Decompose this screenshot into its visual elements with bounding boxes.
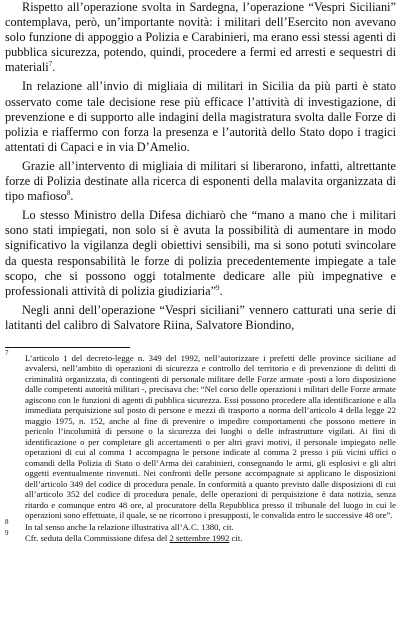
footnotes: [5, 348, 396, 544]
paragraph-3-end: .: [70, 189, 74, 204]
footnote-7: 7 L’articolo 1 del decreto-legge n. 349 del 1992, nell’autorizzare i prefetti delle province siciliane ad avvalersi, nell’ambito di operazioni di sicurezza e controllo del territorio e di prevenzione di delitti di criminalità organizzata, di contingenti di personale militare delle Forze armate -posti a loro disposizione dalle competenti autorità militari -, precisava che: “Nel corso delle operazioni i militari delle Forze armate agiscono con le funzioni di agenti di pubblica sicurezza. Essi possono procedere alla identificazione e alla immediata perquisizione sul posto di persone e mezzi di trasporto a norma dell’articolo 4 della legge 22 maggio 1975, n. 152, anche al fine di prevenire o impedire comportamenti che possono mettere in pericolo l’incolumità di persone o la sicurezza dei luoghi o delle infrastrutture vigilati. Ai fini di identificazione o per completare gli accertamenti o per altri gravi motivi, il personale impiegato nelle operazioni di cui al comma 1 accompagna le persone indicate al comma 2 presso i più vicini uffici o comandi della Polizia di Stato o dell’Arma dei carabinieri, consegnando le armi, gli esplosivi e gli altri oggetti eventualmente rinvenuti. Nei confronti delle persone accompagnate si applicano le disposizioni dell’articolo 349 del codice di procedura penale. In conformità a quanto previsto dalle disposizioni di cui all’articolo 352 del codice di procedura penale, delle operazioni di perquisizione è data notizia, senza ritardo e comunque entro 48 ore, al procuratore della Repubblica presso il tribunale del luogo in cui le operazioni sono effettuate, il quale, se ne ricorrono i presupposti, le convalida entro le successive 48 ore”.: [5, 348, 396, 521]
paragraph-5: Negli anni dell’operazione “Vespri siciliani” vennero catturati una serie di latitanti del calibro di Salvatore Riina, Salvatore Biondino,: [5, 302, 396, 332]
footnote-text-9-end: cit.: [229, 533, 243, 544]
footnote-text-7: L’articolo 1 del decreto-legge n. 349 del 1992, nell’autorizzare i prefetti delle province siciliane ad avvalersi, nell’ambito di operazioni di sicurezza e controllo del territorio e di prevenzione di delitti di criminalità organizzata, di contingenti di personale militare delle Forze armate -posti a loro disposizione dalle competenti autorità militari -, precisava che: “Nel corso delle operazioni i militari delle Forze armate agiscono con le funzioni di agenti di pubblica sicurezza. Essi possono procedere alla identificazione e alla immediata perquisizione sul posto di persone e mezzi di trasporto a norma dell’articolo 4 della legge 22 maggio 1975, n. 152, anche al fine di prevenire o impedire comportamenti che possono mettere in pericolo l’incolumità di persone o la sicurezza dei luoghi o delle infrastrutture vigilati. Ai fini di identificazione o per completare gli accertamenti o per altri gravi motivi, il personale impiegato nelle operazioni di cui al comma 1 accompagna le persone indicate al comma 2 presso i più vicini uffici o comandi della Polizia di Stato o dell’Arma dei carabinieri, consegnando le armi, gli esplosivi e gli altri oggetti eventualmente rinvenuti. Nei confronti delle persone accompagnate si applicano le disposizioni dell’articolo 349 del codice di procedura penale. In conformità a quanto previsto dalle disposizioni di cui all’articolo 352 del codice di procedura penale, delle operazioni di perquisizione è data notizia, senza ritardo e comunque entro 48 ore, al procuratore della Repubblica presso il tribunale del luogo in cui le operazioni sono effettuate, il quale, se ne ricorrono i presupposti, le convalida entro le successive 48 ore”.: [25, 352, 396, 521]
paragraph-4: [5, 208, 396, 299]
footnote-8: 8 In tal senso anche la relazione illustrativa all’A.C. 1380, cit.: [5, 517, 234, 532]
footnote-9: 9 Cfr. seduta della Commissione difesa del 2 settembre 1992 cit.: [5, 529, 243, 544]
footnote-9-date-link[interactable]: 2 settembre 1992: [169, 533, 230, 544]
footnote-divider: [5, 347, 130, 348]
body-text: [5, 0, 396, 333]
footnote-ref-7[interactable]: 7: [48, 60, 53, 69]
paragraph-3: [5, 159, 396, 204]
paragraph-1-end: .: [52, 60, 56, 75]
paragraph-4-end: .: [219, 283, 223, 298]
footnote-ref-8[interactable]: 8: [66, 189, 71, 198]
paragraph-2: In relazione all’invio di migliaia di militari in Sicilia da più parti è stato osservato come tale decisione rese più efficace l’attività di investigazione, di prevenzione e di supporto alle indagini della magistratura svolta dalle Forze di polizia e riaffermo con forza la presenza e l’autorità dello Stato dopo i tragici attentati di Capaci e in via D’Amelio.: [5, 79, 396, 154]
paragraph-1-text: Rispetto all’operazione svolta in Sardegna, l’operazione “Vespri Siciliani” contemplava, però, un’importante novità: i militari dell’Esercito non avevano solo funzione di appoggio a Polizia e Carabinieri, ma erano essi stessi agenti di pubblica sicurezza, potendo, quindi, procedere a fermi ed arresti e sequestri di materiali: [5, 0, 396, 75]
footnote-text-8: In tal senso anche la relazione illustrativa all’A.C. 1380, cit.: [25, 521, 234, 532]
footnote-text-9: Cfr. seduta della Commissione difesa del: [25, 533, 170, 544]
footnote-ref-9[interactable]: 9: [216, 283, 220, 292]
paragraph-4-text: Lo stesso Ministro della Difesa dichiarò che “mano a mano che i militari sono stati impiegati, non solo si è avuta la possibilità di aumentare in modo significativo la vigilanza degli obiettivi sensibili, ma si sono potuti svincolare da questa responsabilità le forze di polizia precedentemente impiegate a tale scopo, che si possono oggi totalmente dedicare alle più impegnative e professionali attività di polizia giudiziaria”: [5, 208, 396, 298]
paragraph-1: [5, 0, 396, 75]
paragraph-3-text: Grazie all’intervento di migliaia di militari si liberarono, infatti, altrettante forze di Polizia destinate alla ricerca di esponenti della malavita organizzata di tipo mafioso: [5, 158, 396, 204]
